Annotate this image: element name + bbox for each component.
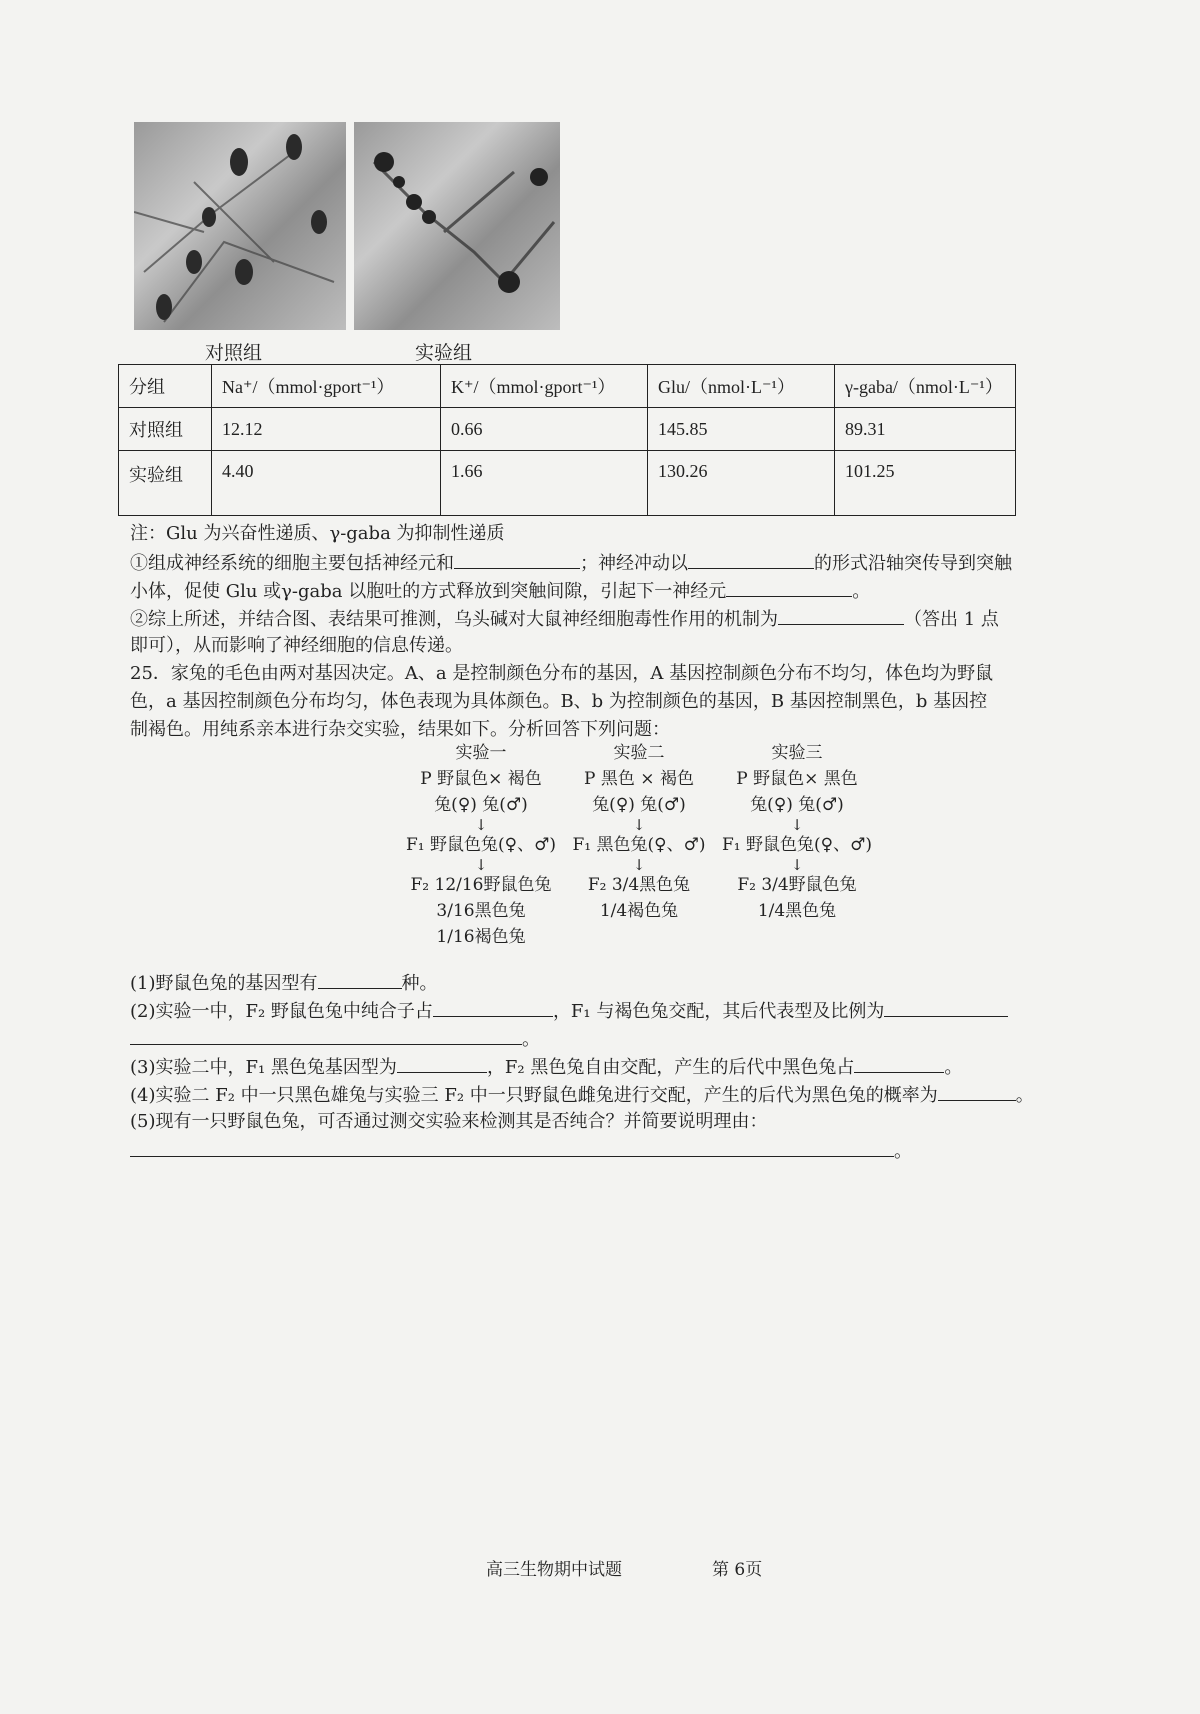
question-text: （答出 1 点 bbox=[904, 609, 999, 630]
question-text: (1)野鼠色兔的基因型有 bbox=[130, 973, 318, 994]
table-header-cell: γ-gaba/（nmol·L⁻¹） bbox=[835, 365, 1016, 408]
answer-blank[interactable] bbox=[726, 576, 852, 597]
experiment-title: 实验二 bbox=[613, 743, 665, 763]
experiment-3-diagram bbox=[708, 740, 886, 924]
arrow-down-icon: ↓ bbox=[790, 856, 804, 874]
answer-blank[interactable] bbox=[318, 968, 402, 989]
f2-generation: F₂ 3/4野鼠色兔 bbox=[737, 875, 857, 895]
f1-generation: F₁ 野鼠色兔(♀、♂) bbox=[722, 835, 872, 855]
table-cell: 12.12 bbox=[212, 408, 441, 451]
answer-blank[interactable] bbox=[884, 996, 1008, 1017]
question-text: 小体，促使 Glu 或γ-gaba 以胞吐的方式释放到突触间隙，引起下一神经元 bbox=[130, 581, 727, 602]
parent-generation: P 黑色 × 褐色 bbox=[584, 769, 694, 789]
f2-generation: 1/4褐色兔 bbox=[599, 901, 679, 921]
question-text: 。 bbox=[1015, 1085, 1034, 1106]
answer-blank[interactable] bbox=[454, 548, 580, 569]
table-cell: 0.66 bbox=[441, 408, 648, 451]
table-cell: 对照组 bbox=[119, 408, 212, 451]
arrow-down-icon: ↓ bbox=[632, 816, 646, 834]
table-header-cell: K⁺/（mmol·gport⁻¹） bbox=[441, 365, 648, 408]
table-row bbox=[119, 408, 1016, 451]
question-text: ②综上所述，并结合图、表结果可推测，乌头碱对大鼠神经细胞毒性作用的机制为 bbox=[130, 609, 778, 630]
table-cell: 101.25 bbox=[835, 451, 1016, 516]
question-text: ，F₂ 黑色兔自由交配，产生的后代中黑色兔占 bbox=[486, 1057, 855, 1078]
f2-generation: 3/16黑色兔 bbox=[436, 901, 526, 921]
experiment-title: 实验三 bbox=[771, 743, 823, 763]
table-cell: 1.66 bbox=[441, 451, 648, 516]
f2-generation: F₂ 3/4黑色兔 bbox=[587, 875, 691, 895]
sub-question-5-answer bbox=[130, 1136, 1130, 1166]
ion-concentration-table bbox=[118, 364, 1016, 516]
experiment-1-diagram bbox=[392, 740, 570, 950]
answer-blank[interactable] bbox=[397, 1052, 487, 1073]
parent-sex: 兔(♀) 兔(♂) bbox=[434, 795, 528, 815]
table-header-cell: Glu/（nmol·L⁻¹） bbox=[648, 365, 835, 408]
table-row bbox=[119, 451, 1016, 516]
table-cell: 130.26 bbox=[648, 451, 835, 516]
question-text: (2)实验一中，F₂ 野鼠色兔中纯合子占 bbox=[130, 1001, 433, 1022]
arrow-down-icon: ↓ bbox=[474, 856, 488, 874]
table-header-row bbox=[119, 365, 1016, 408]
question-text: 的形式沿轴突传导到突触 bbox=[814, 553, 1012, 574]
parent-generation: P 野鼠色× 褐色 bbox=[420, 769, 542, 789]
table-cell: 89.31 bbox=[835, 408, 1016, 451]
question-25-line-3: 制褐色。用纯系亲本进行杂交实验，结果如下。分析回答下列问题： bbox=[130, 719, 670, 740]
answer-blank[interactable] bbox=[854, 1052, 944, 1073]
question-text: 。 bbox=[522, 1029, 540, 1050]
arrow-down-icon: ↓ bbox=[790, 816, 804, 834]
question-text: (4)实验二 F₂ 中一只黑色雄兔与实验三 F₂ 中一只野鼠色雌兔进行交配，产生的后代为黑色兔的概率为 bbox=[130, 1085, 938, 1106]
page-number: 第 6页 bbox=[712, 1560, 763, 1580]
footer-title: 高三生物期中试题 bbox=[486, 1560, 622, 1580]
table-note: 注：Glu 为兴奋性递质、γ-gaba 为抑制性递质 bbox=[130, 523, 505, 544]
answer-blank[interactable] bbox=[938, 1080, 1016, 1101]
parent-sex: 兔(♀) 兔(♂) bbox=[750, 795, 844, 815]
question-1-line-2 bbox=[130, 576, 1130, 606]
question-text: 。 bbox=[852, 581, 871, 602]
f2-generation: 1/16褐色兔 bbox=[436, 927, 526, 947]
question-1-line-1 bbox=[130, 548, 1130, 578]
question-text: 。 bbox=[894, 1141, 912, 1162]
question-25-line-2: 色，a 基因控制颜色分布均匀，体色表现为具体颜色。B、b 为控制颜色的基因，B 基因控制黑色，b 基因控 bbox=[130, 691, 988, 712]
answer-blank[interactable] bbox=[130, 1024, 522, 1045]
answer-blank[interactable] bbox=[433, 996, 553, 1017]
f2-generation: F₂ 12/16野鼠色兔 bbox=[410, 875, 552, 895]
question-text: ；神经冲动以 bbox=[580, 553, 688, 574]
sub-question-2 bbox=[130, 996, 1130, 1026]
sub-question-1 bbox=[130, 968, 1130, 998]
f2-generation: 1/4黑色兔 bbox=[757, 901, 837, 921]
experiment-title: 实验一 bbox=[455, 743, 507, 763]
table-cell: 4.40 bbox=[212, 451, 441, 516]
sub-question-4 bbox=[130, 1080, 1130, 1110]
table-cell: 145.85 bbox=[648, 408, 835, 451]
control-micrograph bbox=[134, 122, 346, 330]
question-2-line-2: 即可），从而影响了神经细胞的信息传递。 bbox=[130, 635, 463, 656]
question-text: 种。 bbox=[401, 973, 438, 994]
sub-question-3 bbox=[130, 1052, 1130, 1082]
question-text: ①组成神经系统的细胞主要包括神经元和 bbox=[130, 553, 454, 574]
experiment-2-diagram bbox=[560, 740, 718, 924]
arrow-down-icon: ↓ bbox=[474, 816, 488, 834]
f1-generation: F₁ 黑色兔(♀、♂) bbox=[572, 835, 706, 855]
parent-generation: P 野鼠色× 黑色 bbox=[736, 769, 858, 789]
answer-blank[interactable] bbox=[130, 1136, 894, 1157]
question-text: (3)实验二中，F₁ 黑色兔基因型为 bbox=[130, 1057, 397, 1078]
control-caption: 对照组 bbox=[205, 342, 263, 364]
parent-sex: 兔(♀) 兔(♂) bbox=[592, 795, 686, 815]
question-2-line-1 bbox=[130, 604, 1130, 634]
table-cell: 实验组 bbox=[119, 451, 212, 516]
sub-question-2-continued bbox=[130, 1024, 1130, 1054]
table-header-cell: 分组 bbox=[119, 365, 212, 408]
question-text: ，F₁ 与褐色兔交配，其后代表型及比例为 bbox=[552, 1001, 885, 1022]
table-header-cell: Na⁺/（mmol·gport⁻¹） bbox=[212, 365, 441, 408]
answer-blank[interactable] bbox=[778, 604, 904, 625]
answer-blank[interactable] bbox=[688, 548, 814, 569]
experiment-caption: 实验组 bbox=[415, 342, 473, 364]
experiment-micrograph bbox=[354, 122, 560, 330]
sub-question-5: (5)现有一只野鼠色兔，可否通过测交实验来检测其是否纯合？并简要说明理由： bbox=[130, 1111, 768, 1132]
question-text: 。 bbox=[944, 1057, 963, 1078]
question-25-line-1: 25．家兔的毛色由两对基因决定。A、a 是控制颜色分布的基因，A 基因控制颜色分布不均匀，体色均为野鼠 bbox=[130, 663, 994, 684]
f1-generation: F₁ 野鼠色兔(♀、♂) bbox=[406, 835, 556, 855]
arrow-down-icon: ↓ bbox=[632, 856, 646, 874]
